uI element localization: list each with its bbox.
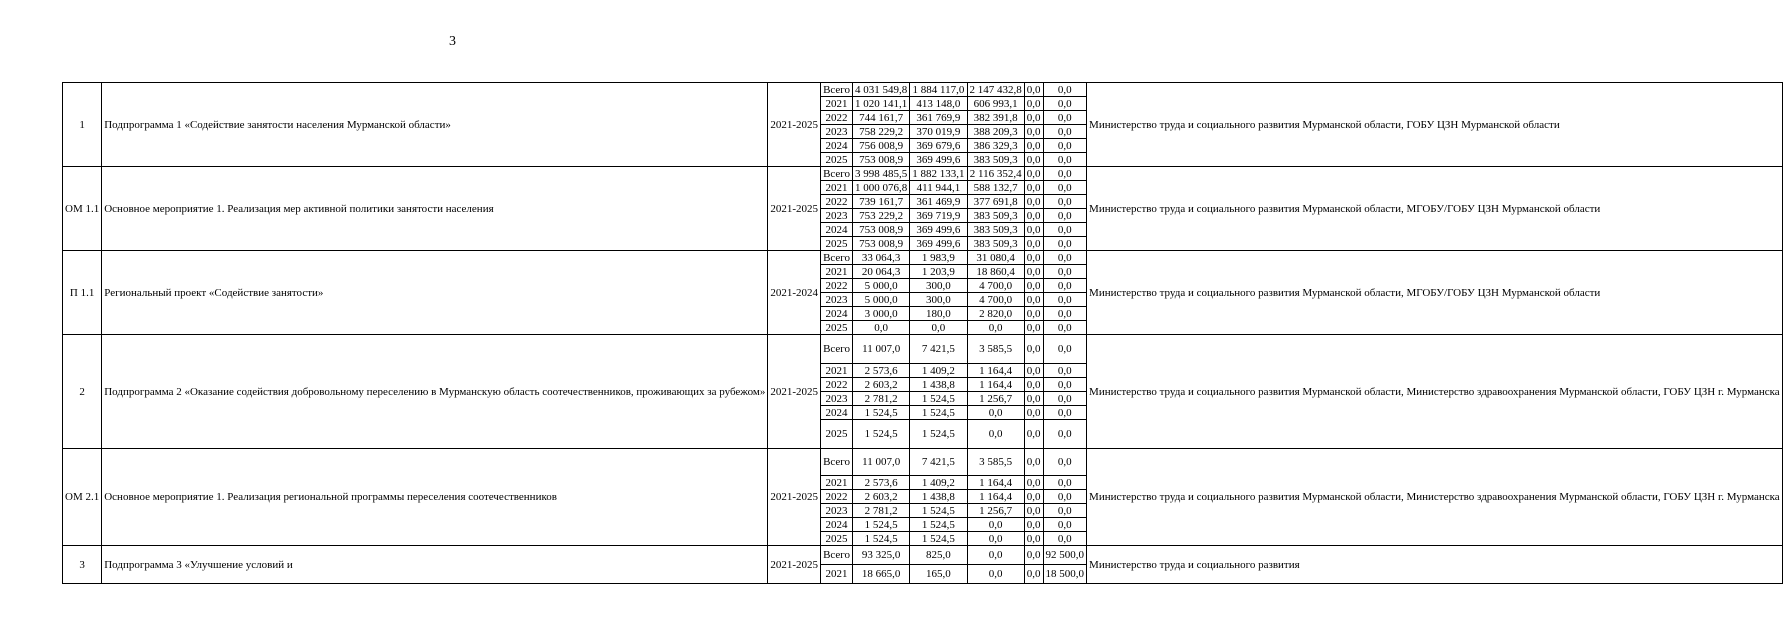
value-cell: 0,0 xyxy=(1024,532,1043,546)
program-code: ОМ 1.1 xyxy=(63,167,102,251)
value-cell: 0,0 xyxy=(1024,335,1043,364)
year-cell: Всего xyxy=(821,83,853,97)
table-row xyxy=(63,251,1783,265)
value-cell: 0,0 xyxy=(1043,364,1087,378)
program-name: Подпрограмма 3 «Улучшение условий и xyxy=(102,546,768,584)
year-cell: 2022 xyxy=(821,378,853,392)
value-cell: 92 500,0 xyxy=(1043,546,1087,565)
value-cell: 0,0 xyxy=(967,546,1024,565)
value-cell: 361 469,9 xyxy=(910,195,967,209)
year-cell: 2022 xyxy=(821,195,853,209)
value-cell: 0,0 xyxy=(1043,209,1087,223)
program-period: 2021-2025 xyxy=(768,335,821,449)
program-period: 2021-2025 xyxy=(768,167,821,251)
value-cell: 1 524,5 xyxy=(910,532,967,546)
value-cell: 0,0 xyxy=(1043,195,1087,209)
table-row xyxy=(63,449,1783,476)
value-cell: 0,0 xyxy=(1043,392,1087,406)
total-cell: 2 781,2 xyxy=(853,504,910,518)
value-cell: 369 499,6 xyxy=(910,237,967,251)
table-row xyxy=(63,335,1783,364)
value-cell: 0,0 xyxy=(1024,181,1043,195)
value-cell: 0,0 xyxy=(1024,97,1043,111)
year-cell: 2022 xyxy=(821,111,853,125)
value-cell: 0,0 xyxy=(1043,83,1087,97)
value-cell: 4 700,0 xyxy=(967,293,1024,307)
value-cell: 2 820,0 xyxy=(967,307,1024,321)
value-cell: 0,0 xyxy=(1043,139,1087,153)
year-cell: 2021 xyxy=(821,565,853,584)
value-cell: 0,0 xyxy=(1043,420,1087,449)
value-cell: 0,0 xyxy=(1024,378,1043,392)
total-cell: 753 008,9 xyxy=(853,237,910,251)
value-cell: 0,0 xyxy=(1043,111,1087,125)
value-cell: 0,0 xyxy=(1043,406,1087,420)
value-cell: 0,0 xyxy=(1024,265,1043,279)
value-cell: 588 132,7 xyxy=(967,181,1024,195)
year-cell: 2021 xyxy=(821,97,853,111)
value-cell: 0,0 xyxy=(1043,307,1087,321)
value-cell: 0,0 xyxy=(1024,237,1043,251)
value-cell: 0,0 xyxy=(1024,476,1043,490)
value-cell: 31 080,4 xyxy=(967,251,1024,265)
year-cell: 2021 xyxy=(821,476,853,490)
value-cell: 0,0 xyxy=(1024,293,1043,307)
year-cell: 2023 xyxy=(821,293,853,307)
year-cell: 2025 xyxy=(821,153,853,167)
table-row xyxy=(63,167,1783,181)
program-period: 2021-2025 xyxy=(768,83,821,167)
value-cell: 0,0 xyxy=(1024,307,1043,321)
value-cell: 7 421,5 xyxy=(910,335,967,364)
value-cell: 825,0 xyxy=(910,546,967,565)
total-cell: 753 008,9 xyxy=(853,223,910,237)
year-cell: 2024 xyxy=(821,307,853,321)
value-cell: 1 983,9 xyxy=(910,251,967,265)
year-cell: Всего xyxy=(821,546,853,565)
value-cell: 0,0 xyxy=(1024,392,1043,406)
total-cell: 2 781,2 xyxy=(853,392,910,406)
value-cell: 0,0 xyxy=(1043,265,1087,279)
year-cell: 2022 xyxy=(821,279,853,293)
value-cell: 0,0 xyxy=(1043,476,1087,490)
value-cell: 1 164,4 xyxy=(967,364,1024,378)
value-cell: 370 019,9 xyxy=(910,125,967,139)
value-cell: 1 524,5 xyxy=(910,504,967,518)
program-code: 3 xyxy=(63,546,102,584)
program-code: 2 xyxy=(63,335,102,449)
year-cell: 2025 xyxy=(821,321,853,335)
value-cell: 0,0 xyxy=(967,406,1024,420)
value-cell: 411 944,1 xyxy=(910,181,967,195)
table-row xyxy=(63,83,1783,97)
value-cell: 1 409,2 xyxy=(910,476,967,490)
value-cell: 0,0 xyxy=(1024,406,1043,420)
program-period: 2021-2025 xyxy=(768,546,821,584)
value-cell: 0,0 xyxy=(1043,293,1087,307)
value-cell: 0,0 xyxy=(1024,364,1043,378)
total-cell: 1 524,5 xyxy=(853,532,910,546)
total-cell: 20 064,3 xyxy=(853,265,910,279)
value-cell: 369 499,6 xyxy=(910,223,967,237)
value-cell: 0,0 xyxy=(1024,111,1043,125)
value-cell: 0,0 xyxy=(1043,153,1087,167)
value-cell: 4 700,0 xyxy=(967,279,1024,293)
total-cell: 756 008,9 xyxy=(853,139,910,153)
value-cell: 0,0 xyxy=(1024,83,1043,97)
value-cell: 369 499,6 xyxy=(910,153,967,167)
value-cell: 369 719,9 xyxy=(910,209,967,223)
value-cell: 0,0 xyxy=(1043,237,1087,251)
total-cell: 739 161,7 xyxy=(853,195,910,209)
value-cell: 0,0 xyxy=(1024,195,1043,209)
value-cell: 0,0 xyxy=(1024,490,1043,504)
value-cell: 0,0 xyxy=(1043,97,1087,111)
value-cell: 0,0 xyxy=(1024,518,1043,532)
value-cell: 1 524,5 xyxy=(910,518,967,532)
value-cell: 0,0 xyxy=(967,420,1024,449)
page-number: 3 xyxy=(449,34,456,49)
value-cell: 0,0 xyxy=(1043,449,1087,476)
value-cell: 0,0 xyxy=(967,321,1024,335)
value-cell: 606 993,1 xyxy=(967,97,1024,111)
value-cell: 413 148,0 xyxy=(910,97,967,111)
value-cell: 361 769,9 xyxy=(910,111,967,125)
value-cell: 0,0 xyxy=(1024,321,1043,335)
program-code: П 1.1 xyxy=(63,251,102,335)
program-period: 2021-2024 xyxy=(768,251,821,335)
year-cell: 2025 xyxy=(821,420,853,449)
year-cell: 2023 xyxy=(821,392,853,406)
total-cell: 3 998 485,5 xyxy=(853,167,910,181)
year-cell: Всего xyxy=(821,251,853,265)
responsible-executors: Министерство труда и социального развития xyxy=(1087,546,1783,584)
total-cell: 5 000,0 xyxy=(853,293,910,307)
value-cell: 165,0 xyxy=(910,565,967,584)
value-cell: 0,0 xyxy=(1043,321,1087,335)
table-row xyxy=(63,546,1783,565)
value-cell: 1 438,8 xyxy=(910,378,967,392)
total-cell: 1 000 076,8 xyxy=(853,181,910,195)
total-cell: 1 524,5 xyxy=(853,420,910,449)
value-cell: 0,0 xyxy=(1043,504,1087,518)
value-cell: 0,0 xyxy=(1024,167,1043,181)
value-cell: 0,0 xyxy=(1043,167,1087,181)
value-cell: 388 209,3 xyxy=(967,125,1024,139)
total-cell: 4 031 549,8 xyxy=(853,83,910,97)
value-cell: 1 524,5 xyxy=(910,392,967,406)
value-cell: 0,0 xyxy=(1043,279,1087,293)
value-cell: 300,0 xyxy=(910,293,967,307)
value-cell: 383 509,3 xyxy=(967,223,1024,237)
total-cell: 11 007,0 xyxy=(853,449,910,476)
year-cell: Всего xyxy=(821,167,853,181)
value-cell: 377 691,8 xyxy=(967,195,1024,209)
value-cell: 369 679,6 xyxy=(910,139,967,153)
value-cell: 1 524,5 xyxy=(910,406,967,420)
value-cell: 0,0 xyxy=(1024,251,1043,265)
total-cell: 5 000,0 xyxy=(853,279,910,293)
year-cell: 2024 xyxy=(821,139,853,153)
total-cell: 758 229,2 xyxy=(853,125,910,139)
responsible-executors: Министерство труда и социального развития Мурманской области, МГОБУ/ГОБУ ЦЗН Мурманской области xyxy=(1087,251,1783,335)
value-cell: 0,0 xyxy=(1024,420,1043,449)
value-cell: 1 164,4 xyxy=(967,490,1024,504)
value-cell: 3 585,5 xyxy=(967,449,1024,476)
total-cell: 2 573,6 xyxy=(853,364,910,378)
value-cell: 0,0 xyxy=(1024,209,1043,223)
value-cell: 0,0 xyxy=(1024,504,1043,518)
program-name: Подпрограмма 1 «Содействие занятости населения Мурманской области» xyxy=(102,83,768,167)
value-cell: 383 509,3 xyxy=(967,153,1024,167)
value-cell: 386 329,3 xyxy=(967,139,1024,153)
value-cell: 1 884 117,0 xyxy=(910,83,967,97)
year-cell: 2022 xyxy=(821,490,853,504)
year-cell: 2024 xyxy=(821,406,853,420)
total-cell: 2 603,2 xyxy=(853,378,910,392)
total-cell: 1 524,5 xyxy=(853,406,910,420)
value-cell: 3 585,5 xyxy=(967,335,1024,364)
value-cell: 0,0 xyxy=(1043,251,1087,265)
program-funding-table xyxy=(62,82,1783,584)
program-name: Подпрограмма 2 «Оказание содействия добровольному переселению в Мурманскую область соотечественников, проживающих за рубежом» xyxy=(102,335,768,449)
value-cell: 382 391,8 xyxy=(967,111,1024,125)
value-cell: 0,0 xyxy=(1043,223,1087,237)
total-cell: 11 007,0 xyxy=(853,335,910,364)
value-cell: 1 882 133,1 xyxy=(910,167,967,181)
responsible-executors: Министерство труда и социального развития Мурманской области, Министерство здравоохранения Мурманской области, ГОБУ ЦЗН г. Мурманска xyxy=(1087,335,1783,449)
value-cell: 7 421,5 xyxy=(910,449,967,476)
value-cell: 0,0 xyxy=(910,321,967,335)
year-cell: 2025 xyxy=(821,532,853,546)
value-cell: 0,0 xyxy=(1024,279,1043,293)
year-cell: 2021 xyxy=(821,265,853,279)
responsible-executors: Министерство труда и социального развития Мурманской области, ГОБУ ЦЗН Мурманской области xyxy=(1087,83,1783,167)
total-cell: 18 665,0 xyxy=(853,565,910,584)
total-cell: 3 000,0 xyxy=(853,307,910,321)
total-cell: 1 020 141,1 xyxy=(853,97,910,111)
value-cell: 0,0 xyxy=(1043,518,1087,532)
value-cell: 0,0 xyxy=(1024,449,1043,476)
value-cell: 1 164,4 xyxy=(967,476,1024,490)
value-cell: 0,0 xyxy=(967,532,1024,546)
total-cell: 2 573,6 xyxy=(853,476,910,490)
year-cell: 2025 xyxy=(821,237,853,251)
program-period: 2021-2025 xyxy=(768,449,821,546)
value-cell: 18 860,4 xyxy=(967,265,1024,279)
value-cell: 180,0 xyxy=(910,307,967,321)
value-cell: 1 438,8 xyxy=(910,490,967,504)
year-cell: 2024 xyxy=(821,518,853,532)
year-cell: 2023 xyxy=(821,504,853,518)
year-cell: 2023 xyxy=(821,209,853,223)
total-cell: 0,0 xyxy=(853,321,910,335)
value-cell: 2 116 352,4 xyxy=(967,167,1024,181)
value-cell: 383 509,3 xyxy=(967,209,1024,223)
value-cell: 1 256,7 xyxy=(967,504,1024,518)
value-cell: 383 509,3 xyxy=(967,237,1024,251)
total-cell: 1 524,5 xyxy=(853,518,910,532)
total-cell: 744 161,7 xyxy=(853,111,910,125)
program-code: ОМ 2.1 xyxy=(63,449,102,546)
value-cell: 0,0 xyxy=(1024,565,1043,584)
program-name: Основное мероприятие 1. Реализация региональной программы переселения соотечественников xyxy=(102,449,768,546)
value-cell: 0,0 xyxy=(1024,546,1043,565)
year-cell: Всего xyxy=(821,449,853,476)
value-cell: 0,0 xyxy=(1043,335,1087,364)
total-cell: 33 064,3 xyxy=(853,251,910,265)
value-cell: 0,0 xyxy=(967,518,1024,532)
value-cell: 2 147 432,8 xyxy=(967,83,1024,97)
value-cell: 1 164,4 xyxy=(967,378,1024,392)
total-cell: 93 325,0 xyxy=(853,546,910,565)
program-name: Региональный проект «Содействие занятости» xyxy=(102,251,768,335)
value-cell: 18 500,0 xyxy=(1043,565,1087,584)
year-cell: 2021 xyxy=(821,364,853,378)
value-cell: 0,0 xyxy=(1043,125,1087,139)
total-cell: 2 603,2 xyxy=(853,490,910,504)
total-cell: 753 008,9 xyxy=(853,153,910,167)
value-cell: 0,0 xyxy=(1024,153,1043,167)
program-name: Основное мероприятие 1. Реализация мер активной политики занятости населения xyxy=(102,167,768,251)
year-cell: 2024 xyxy=(821,223,853,237)
value-cell: 1 256,7 xyxy=(967,392,1024,406)
value-cell: 1 409,2 xyxy=(910,364,967,378)
value-cell: 300,0 xyxy=(910,279,967,293)
value-cell: 1 203,9 xyxy=(910,265,967,279)
value-cell: 0,0 xyxy=(1043,532,1087,546)
total-cell: 753 229,2 xyxy=(853,209,910,223)
value-cell: 0,0 xyxy=(1024,125,1043,139)
value-cell: 0,0 xyxy=(1043,378,1087,392)
responsible-executors: Министерство труда и социального развития Мурманской области, Министерство здравоохранения Мурманской области, ГОБУ ЦЗН г. Мурманска xyxy=(1087,449,1783,546)
program-code: 1 xyxy=(63,83,102,167)
year-cell: 2023 xyxy=(821,125,853,139)
year-cell: 2021 xyxy=(821,181,853,195)
value-cell: 0,0 xyxy=(967,565,1024,584)
year-cell: Всего xyxy=(821,335,853,364)
value-cell: 0,0 xyxy=(1024,223,1043,237)
value-cell: 1 524,5 xyxy=(910,420,967,449)
value-cell: 0,0 xyxy=(1024,139,1043,153)
value-cell: 0,0 xyxy=(1043,490,1087,504)
responsible-executors: Министерство труда и социального развития Мурманской области, МГОБУ/ГОБУ ЦЗН Мурманской области xyxy=(1087,167,1783,251)
value-cell: 0,0 xyxy=(1043,181,1087,195)
